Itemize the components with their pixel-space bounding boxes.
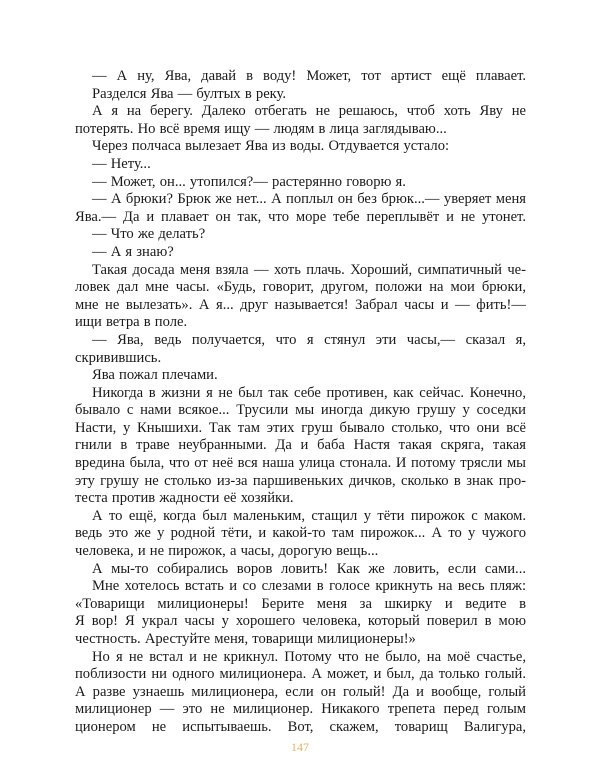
text-line: бывало с нами всякое... Трусили мы иногда дикую грушу у соседки xyxy=(75,402,526,419)
page-body-text xyxy=(75,68,526,737)
text-line: милиционер — это не милиционер. Никакого трепета перед голым xyxy=(75,701,526,718)
text-line: честность. Арестуйте меня, товарищи милиционеры!» xyxy=(75,631,416,647)
text-line: мне не вылезать». А я... друг называется! Забрал часы и — фить!— xyxy=(75,296,526,313)
text-line: А разве узнаешь милиционера, если он голый! Да и вообще, голый xyxy=(75,683,526,700)
text-line: Я вор! Я украл часы у хорошего человека, который поверил в мою xyxy=(75,613,526,630)
text-line: ционером не испытываешь. Вот, скажем, товарищ Валигура, xyxy=(75,718,526,735)
text-line: эту грушу не столько из-за паршивеньких дичков, сколько в знак про- xyxy=(75,472,526,489)
page-number: 147 xyxy=(291,740,309,754)
text-line: «Товарищи милиционеры! Берите меня за шкирку и ведите в xyxy=(75,595,526,612)
text-line: Насти, у Кнышихи. Так там этих груш бывало столько, что они всё xyxy=(75,419,526,436)
text-line: — А брюки? Брюк же нет... А поплыл он без брюк...— уверяет меня xyxy=(92,191,526,208)
text-line: — Может, он... утопился?— растерянно говорю я. xyxy=(92,173,406,190)
text-line: поблизости ни одного милиционера. А может, и был, да только голый. xyxy=(75,666,526,683)
text-line: Никогда в жизни я не был так себе противен, как сейчас. Конечно, xyxy=(92,384,526,401)
text-line: Ява.— Да и плавает он так, что море тебе переплывёт и не утонет. xyxy=(75,208,526,225)
text-line: — А ну, Ява, давай в воду! Может, тот артист ещё плавает. xyxy=(92,68,526,84)
text-line: гнили в траве неубранными. Да и баба Настя такая скряга, такая xyxy=(75,437,526,454)
text-line: Разделся Ява — бултых в реку. xyxy=(92,85,287,102)
text-line: Мне хотелось встать и со слезами в голосе крикнуть на весь пляж: xyxy=(92,578,526,595)
text-line: А то ещё, когда был маленьким, стащил у тёти пирожок с маком. xyxy=(92,507,526,524)
text-line: потерять. Но всё время ищу — людям в лица заглядываю... xyxy=(75,120,447,137)
text-line: ведь это же у родной тёти, и какой-то там пирожок... А то у чужого xyxy=(75,525,526,542)
text-line: — А я знаю? xyxy=(92,243,174,260)
text-line: А я на берегу. Далеко отбегать не решаюсь, чтоб хоть Яву не xyxy=(92,103,526,120)
text-line: человека, и не пирожок, а часы, дорогую вещь... xyxy=(75,543,379,560)
text-line: — Ява, ведь получается, что я стянул эти часы,— сказал я, xyxy=(92,331,526,348)
text-line: теста против жадности её хозяйки. xyxy=(75,490,294,507)
text-line: А мы-то собирались воров ловить! Как же ловить, если сами... xyxy=(92,560,526,577)
text-line: Но я не встал и не крикнул. Потому что не было, на моё счастье, xyxy=(92,648,526,665)
text-line: ищи ветра в поле. xyxy=(75,314,188,331)
text-line: Ява пожал плечами. xyxy=(92,367,218,384)
text-line: вредина была, что от неё вся наша улица стонала. И потому трясли мы xyxy=(75,455,526,472)
text-line: Через полчаса вылезает Ява из воды. Отдувается устало: xyxy=(92,138,450,155)
text-line: — Нету... xyxy=(92,155,151,172)
text-line: ловек дал мне часы. «Будь, говорит, другом, положи на мои брюки, xyxy=(75,279,526,296)
text-line: скривившись. xyxy=(75,349,162,366)
text-line: Такая досада меня взяла — хоть плачь. Хороший, симпатичный че- xyxy=(92,261,526,278)
text-line: — Что же делать? xyxy=(92,226,206,243)
